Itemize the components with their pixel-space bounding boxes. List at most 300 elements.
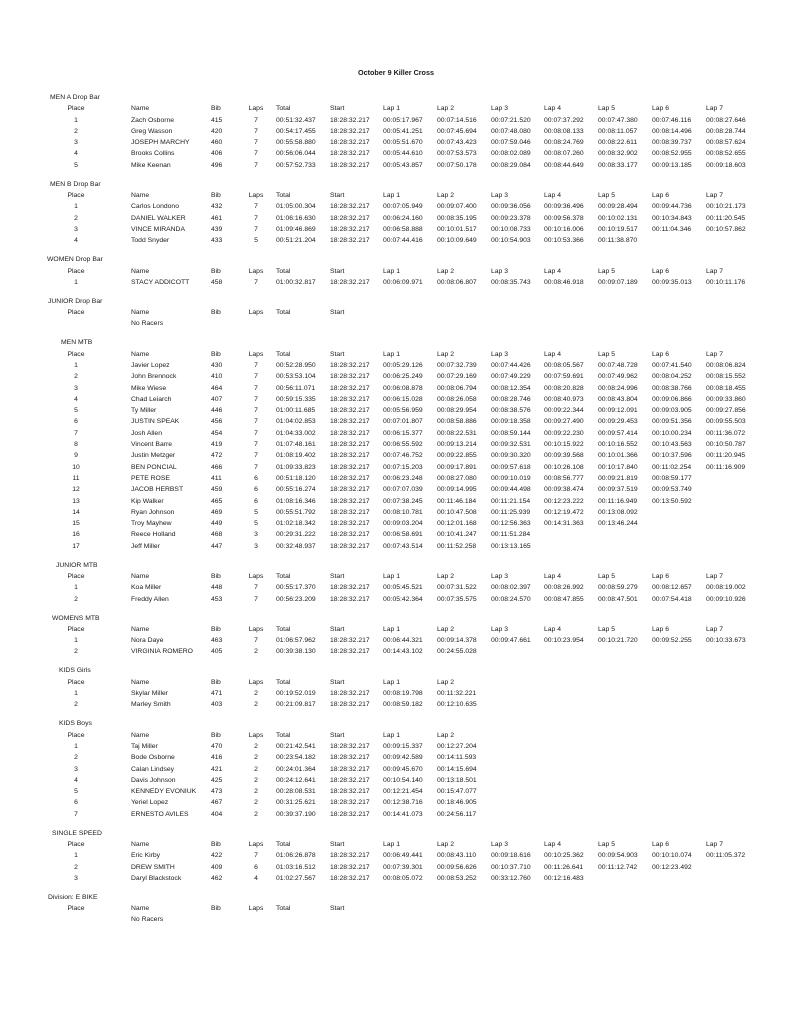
column-header-lap-7: Lap 7 [706,105,724,113]
column-header-lap-3: Lap 3 [491,573,509,581]
cell-name: Justin Metzger [131,452,176,460]
column-header-lap-4: Lap 4 [544,841,562,848]
cell-name: Koa Miller [131,584,162,592]
column-header-lap-7: Lap 7 [706,267,724,275]
cell-place: 1 [74,278,78,286]
cell-lap-1: 00:12:21.454 [383,788,423,796]
cell-lap-4: 00:09:22.344 [544,407,584,415]
cell-place: 2 [74,595,78,603]
cell-lap-2: 00:10:41.247 [437,531,477,539]
column-header-lap-1: Lap 1 [383,350,401,358]
racer-row [0,529,792,540]
column-header-place: Place [67,309,85,317]
cell-lap-1: 00:09:15.337 [383,742,423,750]
cell-lap-3: 00:11:21.154 [491,497,531,505]
cell-lap-5: 00:07:47.380 [598,116,638,124]
cell-name: Calan Lindsey [131,765,175,773]
column-header-place: Place [67,267,85,275]
column-header-lap-1: Lap 1 [383,731,401,739]
cell-start: 18:28:32.217 [330,584,370,592]
cell-lap-2: 00:12:01.168 [437,520,477,528]
column-header-total: Total [276,192,291,200]
cell-laps: 7 [254,395,258,403]
cell-lap-3: 00:08:38.576 [491,407,531,415]
cell-place: 2 [74,373,78,381]
column-header-place: Place [67,731,85,739]
cell-lap-2: 00:08:35.195 [437,214,477,222]
cell-lap-5: 00:09:29.453 [598,418,638,426]
cell-name: VINCE MIRANDA [131,225,186,233]
column-header-total: Total [276,573,291,581]
column-header-lap-4: Lap 4 [544,625,562,633]
column-header-total: Total [276,267,291,275]
cell-bib: 419 [211,441,223,449]
racer-row [0,428,792,439]
cell-lap-2: 00:15:47.077 [437,788,477,796]
column-header-lap-5: Lap 5 [598,105,616,113]
no-racers-note: No Racers [131,320,164,328]
cell-lap-1: 00:07:46.752 [383,452,423,460]
cell-lap-6: 00:10:10.074 [652,852,692,860]
racer-row [0,383,792,394]
cell-lap-3: 00:09:47.661 [491,637,531,645]
cell-bib: 449 [211,520,223,528]
cell-lap-4: 00:08:05.567 [544,361,584,369]
column-header-laps: Laps [248,350,264,358]
results-section [0,296,792,330]
cell-place: 3 [74,874,78,882]
column-header-start: Start [330,905,345,913]
cell-lap-2: 00:09:14.995 [437,486,477,494]
cell-name: Bode Osborne [131,754,175,762]
column-header-bib: Bib [211,841,221,848]
cell-lap-1: 00:06:25.249 [383,373,423,381]
cell-lap-5: 00:09:57.414 [598,429,638,437]
cell-place: 15 [72,520,80,528]
cell-lap-2: 00:11:46.184 [437,497,477,505]
cell-lap-7: 00:09:33.860 [706,395,746,403]
column-header-laps: Laps [248,905,264,913]
cell-lap-1: 00:12:38.716 [383,799,423,807]
cell-lap-5: 00:09:07.189 [598,278,638,286]
cell-lap-1: 00:05:56.959 [383,407,423,415]
results-section [0,665,792,710]
cell-lap-1: 00:10:54.140 [383,776,423,784]
cell-lap-7: 00:08:15.552 [706,373,746,381]
cell-lap-6: 00:11:04.346 [652,225,692,233]
cell-start: 18:28:32.217 [330,441,370,449]
cell-name: Todd Snyder [131,237,170,245]
cell-lap-7: 00:08:28.744 [706,127,746,135]
column-header-lap-7: Lap 7 [706,625,724,633]
cell-lap-6: 00:09:35.013 [652,278,692,286]
cell-lap-2: 00:09:07.400 [437,203,477,211]
cell-start: 18:28:32.217 [330,701,370,709]
cell-bib: 422 [211,852,223,860]
cell-place: 6 [74,799,78,807]
cell-laps: 5 [254,508,258,516]
cell-lap-6: 00:08:12.657 [652,584,692,592]
cell-lap-1: 00:07:44.416 [383,237,423,245]
racer-row [0,582,792,593]
cell-laps: 2 [254,810,258,818]
column-header-start: Start [330,350,345,358]
column-header-name: Name [131,625,150,633]
cell-place: 9 [74,452,78,460]
column-header-place: Place [67,678,85,686]
cell-lap-1: 00:05:44.610 [383,150,423,158]
cell-name: Marley Smith [131,701,171,709]
cell-start: 18:28:32.217 [330,852,370,860]
column-header-total: Total [276,731,291,739]
racer-row [0,873,792,884]
cell-total: 00:59:15.335 [276,395,316,403]
cell-name: JOSEPH MARCHY [131,139,190,147]
cell-laps: 6 [254,497,258,505]
cell-place: 12 [72,486,80,494]
cell-lap-4: 00:08:46.918 [544,278,584,286]
column-header-lap-2: Lap 2 [437,192,455,200]
cell-lap-5: 00:08:43.804 [598,395,638,403]
cell-total: 00:55:58.880 [276,139,316,147]
cell-start: 18:28:32.217 [330,637,370,645]
cell-laps: 2 [254,799,258,807]
cell-lap-2: 00:10:47.508 [437,508,477,516]
cell-lap-5: 00:11:38.870 [598,237,638,245]
cell-lap-6: 00:11:02.254 [652,463,692,471]
column-header-lap-6: Lap 6 [652,573,670,581]
cell-lap-4: 00:12:19.472 [544,508,584,516]
racer-row [0,160,792,171]
cell-name: DREW SMITH [131,863,175,871]
column-header-start: Start [330,678,345,686]
cell-lap-1: 00:08:10.781 [383,508,423,516]
racer-row [0,235,792,246]
column-header-name: Name [131,905,150,913]
cell-lap-1: 00:06:08.878 [383,384,423,392]
cell-place: 1 [74,116,78,124]
cell-lap-2: 00:10:01.517 [437,225,477,233]
cell-bib: 425 [211,776,223,784]
cell-laps: 7 [254,203,258,211]
column-header-lap-1: Lap 1 [383,192,401,200]
cell-bib: 473 [211,788,223,796]
column-header-lap-1: Lap 1 [383,678,401,686]
racer-row [0,646,792,657]
racer-row [0,405,792,416]
cell-bib: 462 [211,874,223,882]
cell-lap-5: 00:07:49.962 [598,373,638,381]
results-section [0,560,792,605]
cell-lap-2: 00:07:32.739 [437,361,477,369]
cell-lap-2: 00:08:26.058 [437,395,477,403]
cell-start: 18:28:32.217 [330,161,370,169]
cell-bib: 446 [211,407,223,415]
cell-lap-2: 00:09:13.214 [437,441,477,449]
cell-lap-6: 00:08:59.177 [652,474,692,482]
cell-start: 18:28:32.217 [330,429,370,437]
cell-lap-4: 00:08:47.855 [544,595,584,603]
cell-lap-3: 00:09:44.498 [491,486,531,494]
cell-laps: 7 [254,852,258,860]
cell-total: 00:53:53.104 [276,373,316,381]
racer-row [0,277,792,288]
column-header-place: Place [67,350,85,358]
cell-total: 01:00:11.685 [276,407,316,415]
cell-lap-6: 00:07:46.116 [652,116,692,124]
column-header-total: Total [276,905,291,913]
cell-lap-1: 00:05:43.857 [383,161,423,169]
results-section [0,179,792,247]
column-header-lap-7: Lap 7 [706,841,724,848]
cell-start: 18:28:32.217 [330,497,370,505]
cell-lap-3: 00:07:21.520 [491,116,531,124]
column-header-bib: Bib [211,267,221,275]
cell-total: 00:21:09.817 [276,701,316,709]
cell-lap-1: 00:05:17.967 [383,116,423,124]
column-header-lap-2: Lap 2 [437,267,455,275]
column-header-name: Name [131,731,150,739]
column-header-lap-5: Lap 5 [598,267,616,275]
cell-lap-1: 00:06:24.160 [383,214,423,222]
cell-name: JUSTIN SPEAK [131,418,180,426]
section-title: Division: E BIKE [48,893,98,901]
column-header-total: Total [276,309,291,317]
cell-start: 18:28:32.217 [330,531,370,539]
header-row [0,190,792,201]
cell-name: BEN PONCIAL [131,463,177,471]
cell-lap-2: 00:08:27.080 [437,474,477,482]
cell-bib: 409 [211,863,223,871]
cell-bib: 454 [211,429,223,437]
cell-total: 00:56:11.071 [276,384,316,392]
cell-lap-7: 00:10:50.787 [706,441,746,449]
cell-lap-3: 00:09:30.320 [491,452,531,460]
cell-lap-5: 00:09:28.494 [598,203,638,211]
cell-place: 4 [74,776,78,784]
column-header-place: Place [67,625,85,633]
section-title: JUNIOR Drop Bar [48,297,103,305]
cell-bib: 461 [211,214,223,222]
racer-row [0,126,792,137]
cell-lap-7: 00:09:27.856 [706,407,746,415]
cell-lap-5: 00:10:21.720 [598,637,638,645]
column-header-lap-4: Lap 4 [544,573,562,581]
cell-lap-6: 00:13:50.592 [652,497,692,505]
cell-laps: 7 [254,452,258,460]
cell-lap-7: 00:08:27.646 [706,116,746,124]
cell-laps: 7 [254,225,258,233]
cell-lap-5: 00:08:33.177 [598,161,638,169]
results-section [0,337,792,552]
cell-lap-2: 00:08:29.954 [437,407,477,415]
cell-place: 2 [74,648,78,656]
cell-lap-2: 00:24:56.117 [437,810,477,818]
cell-laps: 7 [254,150,258,158]
column-header-lap-3: Lap 3 [491,267,509,275]
column-header-lap-6: Lap 6 [652,625,670,633]
cell-lap-3: 00:10:08.733 [491,225,531,233]
cell-bib: 496 [211,161,223,169]
cell-lap-5: 00:09:37.519 [598,486,638,494]
cell-laps: 2 [254,701,258,709]
cell-laps: 7 [254,429,258,437]
column-header-lap-7: Lap 7 [706,350,724,358]
cell-lap-7: 00:11:36.072 [706,429,746,437]
cell-laps: 4 [254,874,258,882]
column-header-lap-7: Lap 7 [706,573,724,581]
column-header-start: Start [330,731,345,739]
cell-lap-5: 00:10:16.552 [598,441,638,449]
section-title: WOMEN Drop Bar [47,256,103,264]
cell-lap-4: 00:09:38.474 [544,486,584,494]
column-header-lap-1: Lap 1 [383,625,401,633]
cell-laps: 7 [254,127,258,135]
cell-name: ERNESTO AVILES [131,810,189,818]
cell-name: STACY ADDICOTT [131,278,190,286]
cell-bib: 465 [211,497,223,505]
cell-lap-2: 00:07:31.522 [437,584,477,592]
cell-lap-2: 00:11:52.258 [437,542,477,550]
cell-total: 00:24:12.641 [276,776,316,784]
cell-lap-6: 00:09:52.255 [652,637,692,645]
column-header-start: Start [330,841,345,848]
cell-name: JACOB HERBST [131,486,184,494]
column-header-name: Name [131,841,150,848]
column-header-lap-6: Lap 6 [652,192,670,200]
cell-lap-3: 00:08:28.746 [491,395,531,403]
section-title: KIDS Girls [59,667,91,675]
cell-laps: 2 [254,765,258,773]
cell-laps: 3 [254,531,258,539]
cell-name: Nora Daye [131,637,164,645]
cell-name: Yeriel Lopez [131,799,169,807]
cell-lap-3: 00:09:18.358 [491,418,531,426]
cell-bib: 464 [211,384,223,392]
cell-lap-3: 00:10:37.710 [491,863,531,871]
cell-lap-6: 00:09:51.356 [652,418,692,426]
header-row [0,266,792,277]
racer-row [0,462,792,473]
cell-total: 00:19:52.019 [276,690,316,698]
cell-total: 01:09:46.869 [276,225,316,233]
cell-lap-4: 00:08:08.133 [544,127,584,135]
cell-lap-2: 00:12:10.635 [437,701,477,709]
cell-lap-7: 00:09:18.603 [706,161,746,169]
column-header-lap-4: Lap 4 [544,192,562,200]
cell-bib: 421 [211,765,223,773]
cell-lap-7: 00:10:21.173 [706,203,746,211]
page-title: October 9 Killer Cross [358,68,434,77]
racer-row [0,496,792,507]
racer-row [0,484,792,495]
cell-lap-5: 00:08:24.996 [598,384,638,392]
cell-lap-1: 00:05:45.521 [383,584,423,592]
header-row [0,103,792,114]
cell-lap-6: 00:08:04.252 [652,373,692,381]
cell-lap-1: 00:07:38.245 [383,497,423,505]
cell-lap-4: 00:12:16.483 [544,874,584,882]
results-sections [0,92,792,933]
column-header-laps: Laps [248,192,264,200]
racer-row [0,115,792,126]
racer-row [0,360,792,371]
cell-lap-4: 00:10:23.954 [544,637,584,645]
cell-bib: 448 [211,584,223,592]
cell-lap-4: 00:09:36.496 [544,203,584,211]
cell-lap-1: 00:06:58.691 [383,531,423,539]
column-header-lap-1: Lap 1 [383,105,401,113]
cell-bib: 415 [211,116,223,124]
header-row [0,730,792,741]
column-header-bib: Bib [211,573,221,581]
cell-lap-5: 00:09:21.819 [598,474,638,482]
column-header-laps: Laps [248,267,264,275]
cell-lap-3: 00:08:59.144 [491,429,531,437]
cell-lap-5: 00:10:01.366 [598,452,638,460]
column-header-laps: Laps [248,105,264,113]
cell-start: 18:28:32.217 [330,127,370,135]
cell-bib: 416 [211,754,223,762]
cell-lap-2: 00:07:43.423 [437,139,477,147]
cell-laps: 7 [254,384,258,392]
cell-lap-3: 00:08:02.397 [491,584,531,592]
cell-total: 00:51:18.120 [276,474,316,482]
cell-lap-2: 00:07:50.178 [437,161,477,169]
cell-lap-1: 00:07:39.301 [383,863,423,871]
section-title: SINGLE SPEED [52,829,102,837]
cell-lap-4: 00:08:07.260 [544,150,584,158]
cell-lap-5: 00:11:12.742 [598,863,638,871]
column-header-place: Place [67,841,85,848]
header-row [0,307,792,318]
cell-laps: 6 [254,486,258,494]
cell-lap-3: 00:11:51.284 [491,531,531,539]
cell-lap-3: 00:09:18.616 [491,852,531,860]
column-header-name: Name [131,267,150,275]
cell-bib: 467 [211,799,223,807]
cell-bib: 410 [211,373,223,381]
cell-place: 5 [74,161,78,169]
column-header-place: Place [67,573,85,581]
cell-lap-3: 00:09:36.056 [491,203,531,211]
cell-lap-3: 00:08:29.084 [491,161,531,169]
cell-place: 3 [74,384,78,392]
cell-lap-2: 00:07:45.694 [437,127,477,135]
cell-place: 3 [74,139,78,147]
cell-lap-1: 00:08:19.798 [383,690,423,698]
cell-bib: 447 [211,542,223,550]
results-section [0,828,792,884]
column-header-lap-3: Lap 3 [491,625,509,633]
cell-start: 18:28:32.217 [330,361,370,369]
column-header-lap-3: Lap 3 [491,841,509,848]
cell-laps: 7 [254,361,258,369]
cell-lap-4: 00:07:37.292 [544,116,584,124]
cell-lap-7: 00:10:11.176 [706,278,746,286]
cell-lap-5: 00:08:59.279 [598,584,638,592]
cell-laps: 7 [254,595,258,603]
cell-lap-3: 00:07:48.080 [491,127,531,135]
cell-total: 01:02:18.342 [276,520,316,528]
cell-lap-2: 00:08:43.110 [437,852,477,860]
cell-lap-3: 00:09:10.019 [491,474,531,482]
cell-total: 01:09:33.823 [276,463,316,471]
cell-laps: 7 [254,407,258,415]
cell-start: 18:28:32.217 [330,150,370,158]
cell-lap-3: 00:08:24.570 [491,595,531,603]
cell-lap-3: 00:08:12.354 [491,384,531,392]
